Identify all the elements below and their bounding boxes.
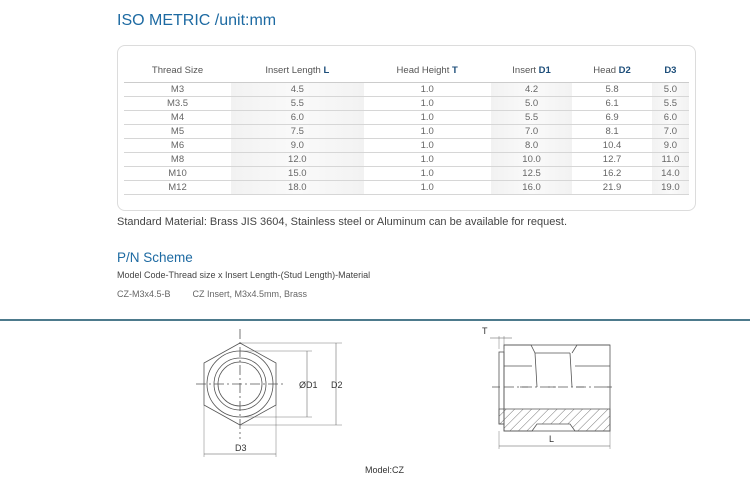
table-cell: 12.5 bbox=[491, 167, 573, 181]
l-label: L bbox=[549, 434, 555, 444]
table-cell: 1.0 bbox=[364, 181, 491, 195]
table-cell: 1.0 bbox=[364, 97, 491, 111]
column-header-text: Head bbox=[593, 64, 619, 76]
d3-label: D3 bbox=[235, 443, 247, 453]
spec-table bbox=[124, 58, 689, 195]
table-cell: 1.0 bbox=[364, 167, 491, 181]
table-cell: 11.0 bbox=[652, 153, 689, 167]
table-cell: 7.0 bbox=[652, 125, 689, 139]
table-cell: 19.0 bbox=[652, 181, 689, 195]
column-header-symbol: L bbox=[323, 64, 330, 76]
table-cell: M3 bbox=[124, 83, 231, 97]
column-header-symbol: D2 bbox=[618, 64, 631, 76]
column-header bbox=[491, 58, 573, 83]
table-cell: 15.0 bbox=[231, 167, 364, 181]
column-header-symbol: D3 bbox=[664, 64, 677, 76]
table-cell: 1.0 bbox=[364, 111, 491, 125]
table-cell: M6 bbox=[124, 139, 231, 153]
table-row bbox=[124, 181, 689, 195]
pn-scheme-title: P/N Scheme bbox=[117, 250, 193, 265]
table-cell: 4.2 bbox=[491, 83, 573, 97]
table-cell: 5.0 bbox=[652, 83, 689, 97]
table-cell: 6.9 bbox=[572, 111, 651, 125]
side-view-drawing bbox=[482, 326, 620, 449]
column-header bbox=[231, 58, 364, 83]
table-cell: 6.0 bbox=[231, 111, 364, 125]
table-row bbox=[124, 125, 689, 139]
table-cell: 5.0 bbox=[491, 97, 573, 111]
table-cell: M4 bbox=[124, 111, 231, 125]
table-cell: M3.5 bbox=[124, 97, 231, 111]
table-cell: 1.0 bbox=[364, 83, 491, 97]
column-header-text: Insert Length bbox=[265, 64, 324, 76]
table-cell: M8 bbox=[124, 153, 231, 167]
front-view-drawing bbox=[196, 329, 343, 457]
table-cell: 6.0 bbox=[652, 111, 689, 125]
spec-table-card bbox=[117, 45, 696, 211]
table-cell: 1.0 bbox=[364, 139, 491, 153]
table-cell: 8.1 bbox=[572, 125, 651, 139]
table-cell: 21.9 bbox=[572, 181, 651, 195]
table-cell: 14.0 bbox=[652, 167, 689, 181]
table-cell: 5.5 bbox=[652, 97, 689, 111]
table-cell: M5 bbox=[124, 125, 231, 139]
table-cell: 7.5 bbox=[231, 125, 364, 139]
column-header bbox=[652, 58, 689, 83]
table-cell: 10.4 bbox=[572, 139, 651, 153]
table-cell: 18.0 bbox=[231, 181, 364, 195]
table-row bbox=[124, 97, 689, 111]
table-row bbox=[124, 111, 689, 125]
column-header-text: Head Height bbox=[396, 64, 452, 76]
column-header bbox=[364, 58, 491, 83]
d2-label: D2 bbox=[331, 380, 343, 390]
table-cell: M12 bbox=[124, 181, 231, 195]
table-cell: 6.1 bbox=[572, 97, 651, 111]
table-cell: 16.2 bbox=[572, 167, 651, 181]
table-cell: 12.0 bbox=[231, 153, 364, 167]
table-cell: 5.5 bbox=[491, 111, 573, 125]
table-cell: 7.0 bbox=[491, 125, 573, 139]
table-cell: 12.7 bbox=[572, 153, 651, 167]
page-title: ISO METRIC /unit:mm bbox=[117, 12, 277, 29]
table-row bbox=[124, 153, 689, 167]
table-cell: 8.0 bbox=[491, 139, 573, 153]
table-cell: 9.0 bbox=[652, 139, 689, 153]
pn-example-desc: CZ Insert, M3x4.5mm, Brass bbox=[192, 289, 308, 299]
column-header bbox=[572, 58, 651, 83]
d1-label: ØD1 bbox=[299, 380, 318, 390]
pn-example bbox=[117, 289, 307, 299]
table-header-row bbox=[124, 58, 689, 83]
pn-example-code: CZ-M3x4.5-B bbox=[117, 289, 171, 299]
table-cell: 1.0 bbox=[364, 125, 491, 139]
model-label: Model:CZ bbox=[365, 465, 405, 475]
pn-code-format: Model Code-Thread size x Insert Length-(Stud Length)-Material bbox=[117, 270, 371, 280]
table-cell: 10.0 bbox=[491, 153, 573, 167]
t-label: T bbox=[482, 326, 488, 336]
column-header-text: Thread Size bbox=[151, 64, 204, 76]
table-cell: M10 bbox=[124, 167, 231, 181]
table-cell: 5.5 bbox=[231, 97, 364, 111]
table-row bbox=[124, 167, 689, 181]
table-cell: 5.8 bbox=[572, 83, 651, 97]
table-cell: 1.0 bbox=[364, 153, 491, 167]
technical-drawing bbox=[0, 321, 750, 489]
table-row bbox=[124, 83, 689, 97]
table-row bbox=[124, 139, 689, 153]
table-cell: 4.5 bbox=[231, 83, 364, 97]
column-header-symbol: T bbox=[452, 64, 458, 76]
column-header bbox=[124, 58, 231, 83]
column-header-text: Insert bbox=[512, 64, 539, 76]
column-header-symbol: D1 bbox=[538, 64, 551, 76]
table-cell: 16.0 bbox=[491, 181, 573, 195]
table-cell: 9.0 bbox=[231, 139, 364, 153]
material-note: Standard Material: Brass JIS 3604, Stainless steel or Aluminum can be available for request. bbox=[117, 216, 568, 228]
